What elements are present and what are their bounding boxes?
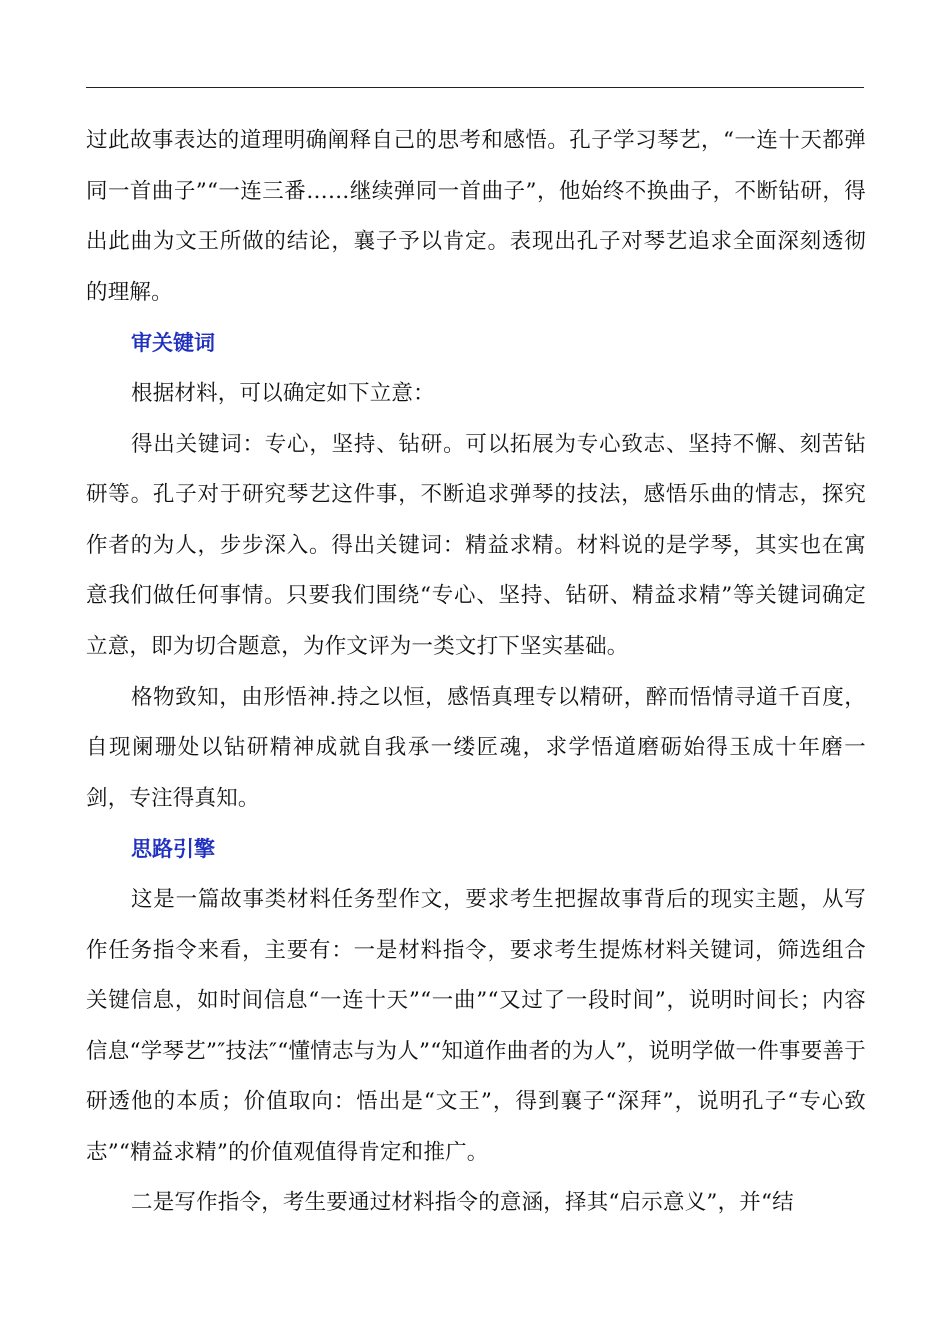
paragraph-task-analysis: 这是一篇故事类材料任务型作文，要求考生把握故事背后的现实主题，从写作任务指令来看，主要有：一是材料指令，要求考生提炼材料关键词，筛选组合关键信息，如时间信息“一连十天”“一曲”“又过了一段时间”，说明时间长；内容信息“学琴艺”″技法″“懂情志与为人”“知道作曲者的为人”，说明学做一件事要善于研透他的本质；价值取向：悟出是“文王”，得到襄子“深拜”，说明孔子“专心致志”“精益求精”的价值观值得肯定和推广。 xyxy=(86,886,866,1165)
paragraph-writing-instruction: 二是写作指令，考生要通过材料指令的意涵，择其“启示意义”，并“结 xyxy=(131,1190,794,1216)
paragraph-sample-thesis: 格物致知，由形悟神.持之以恒，感悟真理专以精研，醉而悟情寻道千百度，自现阑珊处以钻研精神成就自我承一缕匠魂，求学悟道磨砺始得玉成十年磨一剑，专注得真知。 xyxy=(86,684,866,811)
paragraph-thesis-intro: 根据材料，可以确定如下立意： xyxy=(131,380,435,406)
section-heading-approach: 思路引擎 xyxy=(131,837,215,862)
section-heading-keywords: 审关键词 xyxy=(131,331,215,356)
document-body xyxy=(86,116,866,1229)
paragraph-keywords: 得出关键词：专心，坚持、钻研。可以拓展为专心致志、坚持不懈、刻苦钻研等。孔子对于研究琴艺这件事，不断追求弹琴的技法，感悟乐曲的情志，探究作者的为人，步步深入。得出关键词：精益求精。材料说的是学琴，其实也在寓意我们做任何事情。只要我们围绕“专心、坚持、钻研、精益求精”等关键词确定立意，即为切合题意，为作文评为一类文打下坚实基础。 xyxy=(86,431,866,659)
paragraph-story-meaning: 过此故事表达的道理明确阐释自己的思考和感悟。孔子学习琴艺，“一连十天都弹同一首曲子”“一连三番……继续弹同一首曲子”，他始终不换曲子，不断钻研，得出此曲为文王所做的结论，襄子予以肯定。表现出孔子对琴艺追求全面深刻透彻的理解。 xyxy=(86,128,866,305)
header-rule xyxy=(86,87,864,88)
